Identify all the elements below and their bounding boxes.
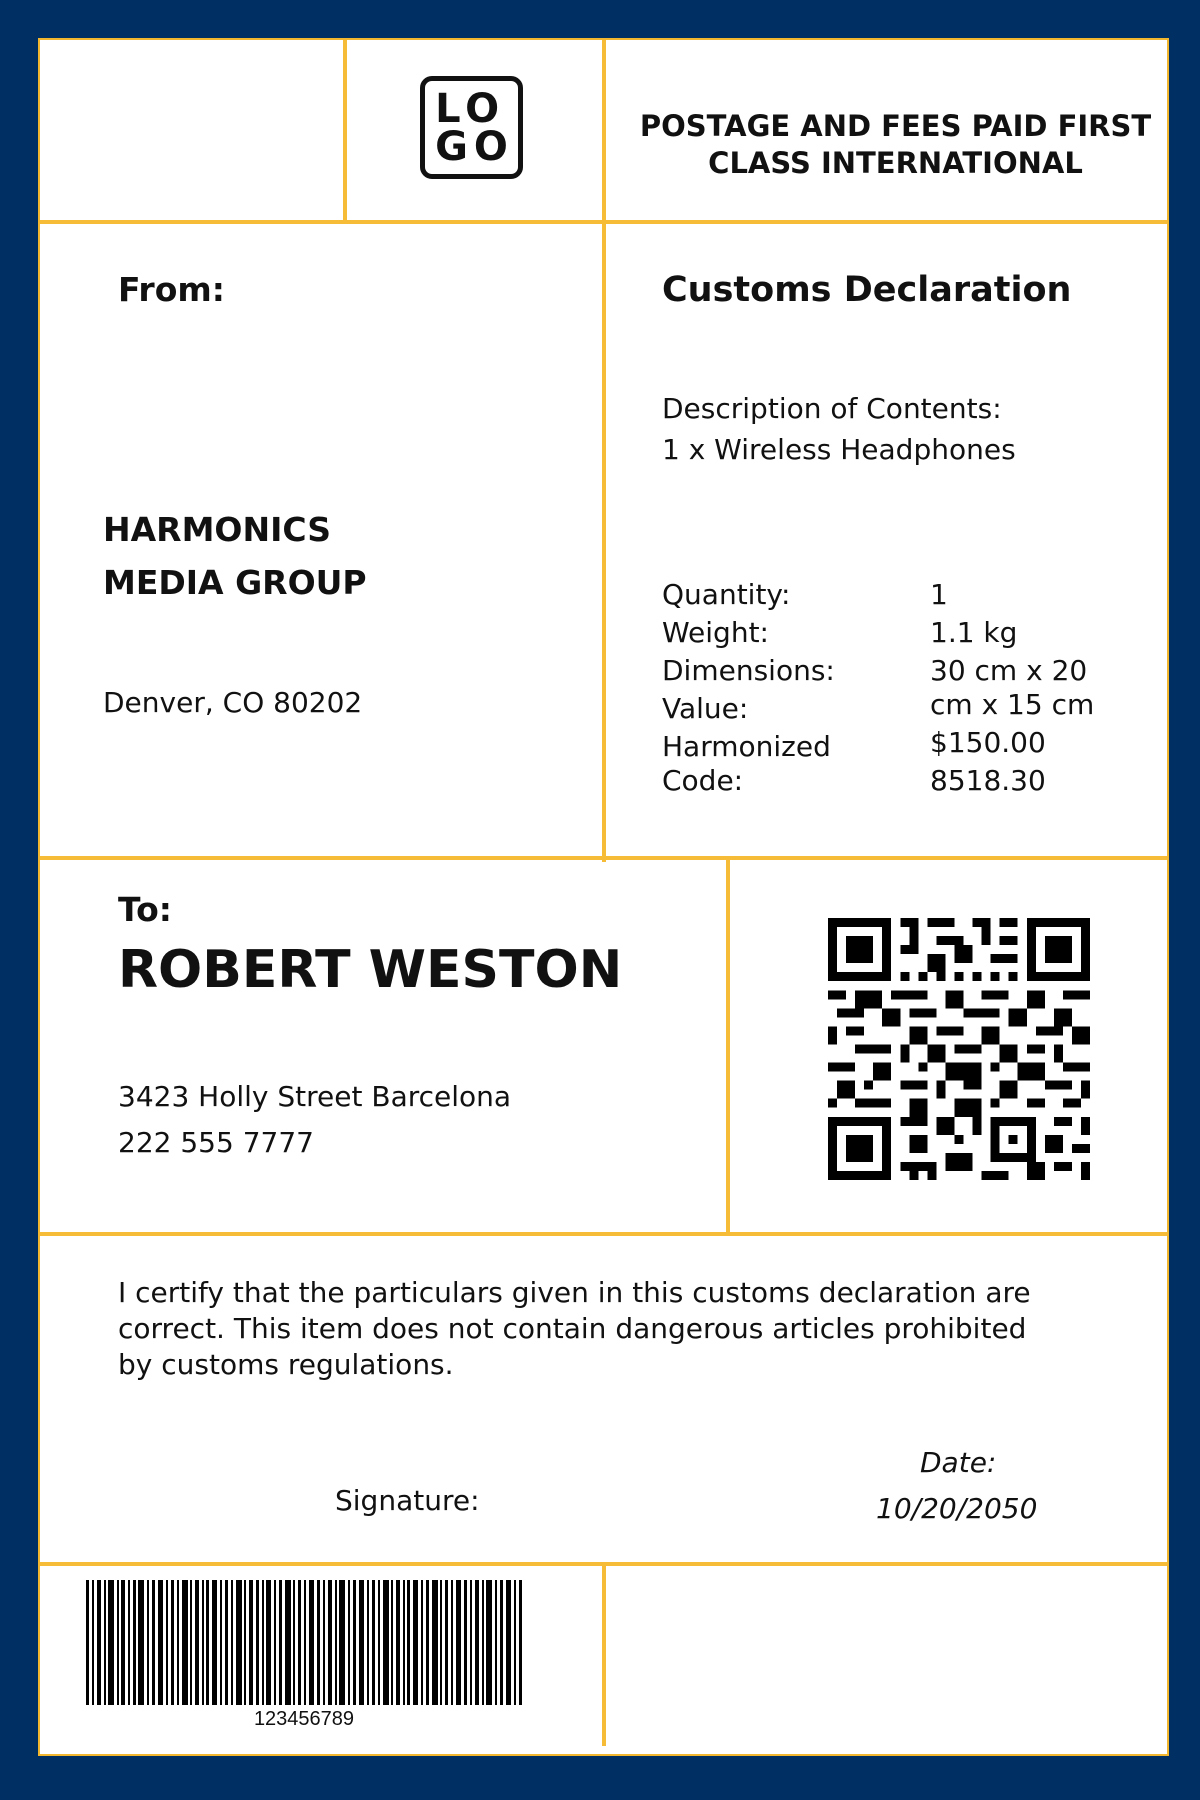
divider bbox=[40, 856, 1167, 860]
recipient-name: ROBERT WESTON bbox=[118, 940, 623, 1000]
divider bbox=[726, 858, 730, 1236]
qr-code-icon bbox=[828, 918, 1090, 1180]
postage-notice bbox=[618, 108, 1173, 182]
date-label: Date: bbox=[920, 1446, 997, 1479]
logo bbox=[420, 76, 523, 179]
sender-company-line-2: MEDIA GROUP bbox=[103, 563, 367, 602]
recipient-address: 3423 Holly Street Barcelona bbox=[118, 1080, 512, 1113]
quantity-label: Quantity: bbox=[662, 578, 791, 611]
postage-line-1: POSTAGE AND FEES PAID FIRST bbox=[639, 109, 1152, 143]
weight-value: 1.1 kg bbox=[930, 616, 1018, 649]
quantity-value: 1 bbox=[930, 578, 948, 611]
dimensions-value-cont: cm x 15 cm bbox=[930, 688, 1095, 721]
divider bbox=[602, 1564, 606, 1746]
harmonized-label: Harmonized bbox=[662, 730, 831, 763]
divider bbox=[40, 1232, 1167, 1236]
barcode-icon bbox=[86, 1580, 522, 1705]
date-value: 10/20/2050 bbox=[876, 1492, 1038, 1525]
value-amount: $150.00 bbox=[930, 726, 1046, 759]
barcode-number: 123456789 bbox=[253, 1708, 355, 1730]
dimensions-label: Dimensions: bbox=[662, 654, 835, 687]
divider bbox=[602, 40, 606, 862]
divider bbox=[343, 40, 347, 222]
sender-company-line-1: HARMONICS bbox=[103, 510, 331, 549]
certification-line-1: I certify that the particulars given in this customs declaration are bbox=[118, 1276, 1031, 1309]
from-heading: From: bbox=[118, 270, 225, 309]
weight-label: Weight: bbox=[662, 616, 769, 649]
signature-label: Signature: bbox=[335, 1484, 480, 1517]
to-heading: To: bbox=[118, 890, 172, 929]
certification-line-2: correct. This item does not contain dangerous articles prohibited bbox=[118, 1312, 1027, 1345]
value-label: Value: bbox=[662, 692, 749, 725]
certification-line-3: by customs regulations. bbox=[118, 1348, 454, 1381]
dimensions-value: 30 cm x 20 bbox=[930, 654, 1088, 687]
customs-heading: Customs Declaration bbox=[662, 270, 1072, 310]
recipient-phone: 222 555 7777 bbox=[118, 1126, 314, 1159]
code-label: Code: bbox=[662, 764, 744, 797]
description-value: 1 x Wireless Headphones bbox=[662, 433, 1016, 466]
postage-line-2: CLASS INTERNATIONAL bbox=[708, 146, 1083, 180]
harmonized-code: 8518.30 bbox=[930, 764, 1046, 797]
sender-city: Denver, CO 80202 bbox=[103, 686, 363, 719]
logo-text: LO GO bbox=[435, 85, 514, 170]
description-label: Description of Contents: bbox=[662, 392, 1002, 425]
